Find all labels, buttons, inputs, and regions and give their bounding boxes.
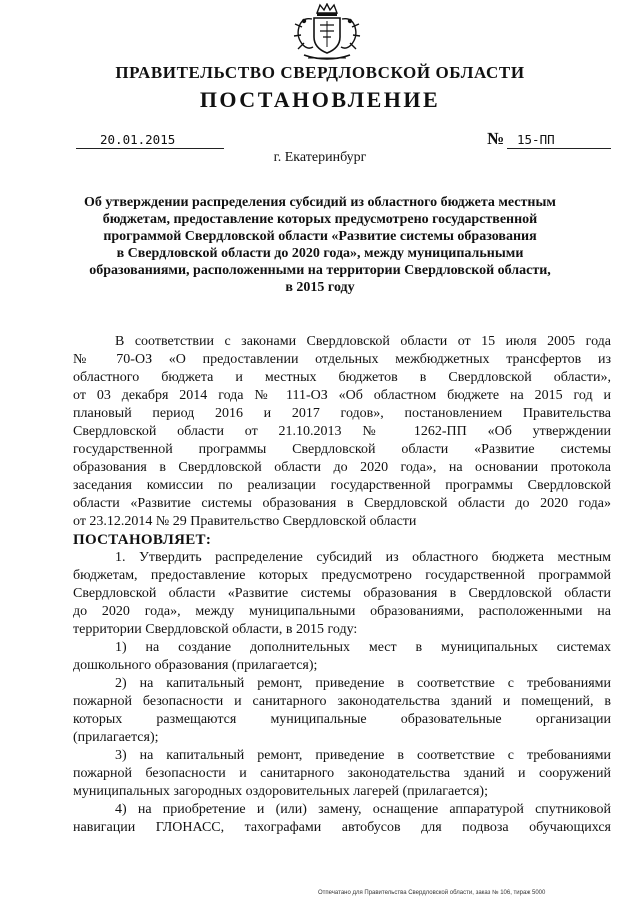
document-type-title: ПОСТАНОВЛЕНИЕ [199, 87, 441, 112]
subitem-line: 1) на создание дополнительных мест в муниципальных системах [115, 640, 611, 655]
document-number: 15-ПП [507, 132, 611, 149]
item-line: до 2020 года», между муниципальными образованиями, расположенными на [73, 604, 611, 619]
preamble-line: от 03 декабря 2014 года № 111-ОЗ «Об областном бюджете на 2015 год и [73, 388, 611, 403]
print-footer: Отпечатано для Правительства Свердловской области, заказ № 106, тираж 5000 [318, 890, 546, 896]
subitem-line: 2) на капитальный ремонт, приведение в соответствие с требованиями [115, 676, 611, 691]
subject-line: Об утверждении распределения субсидий из областного бюджета местным [84, 195, 556, 210]
document-subject [80, 194, 560, 296]
number-label: № [487, 129, 505, 148]
preamble-line: образования в Свердловской области до 2020 года», на основании протокола [73, 460, 611, 475]
subject-line: в 2015 году [285, 280, 355, 295]
subject-line: в Свердловской области до 2020 года», между муниципальными [116, 246, 524, 261]
preamble-line: В соответствии с законами Свердловской области от 15 июля 2005 года [115, 334, 611, 349]
preamble-line: № 70-ОЗ «О предоставлении отдельных межбюджетных трансфертов из [73, 352, 611, 367]
subitem-line: которых размещаются муниципальные образовательные организации [73, 712, 611, 727]
subitem-line: 4) на приобретение и (или) замену, оснащение аппаратурой спутниковой [115, 802, 611, 817]
subitem-line: 3) на капитальный ремонт, приведение в соответствие с требованиями [115, 748, 611, 763]
subitem-line: муниципальных загородных оздоровительных лагерей (прилагается); [73, 784, 488, 799]
document-date: 20.01.2015 [76, 132, 224, 149]
item-line: Свердловской области «Развитие системы образования в Свердловской области [73, 586, 611, 601]
preamble-line: заседания комиссии по реализации государственной программы Свердловской [73, 478, 611, 493]
subitem-line: пожарной безопасности и санитарного законодательства зданий и помещений, в [73, 694, 611, 709]
preamble-line: области «Развитие системы образования в Свердловской области до 2020 года» [73, 496, 611, 511]
preamble-line: плановый период 2016 и 2017 годов», постановлением Правительства [73, 406, 611, 421]
subitem-line: (прилагается); [73, 730, 159, 745]
document-body [73, 333, 611, 837]
preamble-line: Свердловской области от 21.10.2013 № 1262-ПП «Об утверждении [73, 424, 611, 439]
city-line: г. Екатеринбург [273, 150, 367, 165]
subject-line: образованиями, расположенными на территории Свердловской области, [89, 263, 551, 278]
subject-line: бюджетам, предоставление которых предусмотрено государственной [102, 212, 538, 227]
coat-of-arms-icon [290, 3, 364, 63]
preamble-line: от 23.12.2014 № 29 Правительство Свердловской области [73, 514, 417, 529]
item-line: территории Свердловской области, в 2015 году: [73, 622, 358, 637]
item-line: 1. Утвердить распределение субсидий из областного бюджета местным [115, 550, 611, 565]
subject-line: программой Свердловской области «Развитие системы образования [103, 229, 537, 244]
government-title: ПРАВИТЕЛЬСТВО СВЕРДЛОВСКОЙ ОБЛАСТИ [115, 63, 525, 82]
subitem-line: навигации ГЛОНАСС, тахографами автобусов для подвоза обучающихся [73, 820, 611, 835]
item-line: бюджетам, предоставление которых предусмотрено государственной программой [73, 568, 611, 583]
resolves-heading: ПОСТАНОВЛЯЕТ: [73, 532, 212, 548]
subitem-line: пожарной безопасности и санитарного законодательства зданий и сооружений [73, 766, 611, 781]
subitem-line: дошкольного образования (прилагается); [73, 658, 318, 673]
preamble-line: областного бюджета и местных бюджетов в Свердловской области», [73, 370, 611, 385]
preamble-line: государственной программы Свердловской области «Развитие системы [73, 442, 611, 457]
